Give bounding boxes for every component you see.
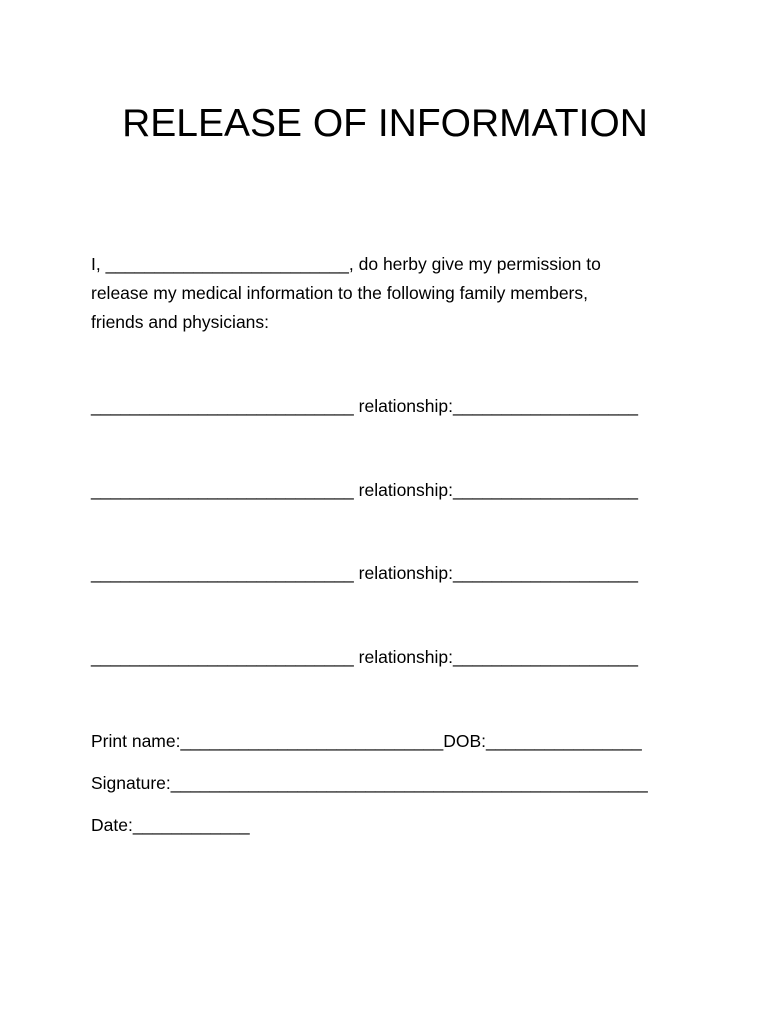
signature-line: Signature:_________________________________________________ [91,773,648,793]
permission-statement-line-2: release my medical information to the following family members, [91,283,588,303]
date-line: Date:____________ [91,815,250,835]
relationship-line-4: ___________________________ relationship:___________________ [91,647,638,667]
permission-statement-line-3: friends and physicians: [91,312,270,332]
relationship-line-1: ___________________________ relationship:___________________ [91,396,638,416]
print-name-dob-line: Print name:___________________________DOB:________________ [91,731,642,751]
relationship-line-3: ___________________________ relationship:___________________ [91,563,638,583]
permission-statement-line-1: I, _________________________, do herby give my permission to [91,254,601,274]
document-title: RELEASE OF INFORMATION [122,102,648,145]
relationship-line-2: ___________________________ relationship:___________________ [91,480,638,500]
